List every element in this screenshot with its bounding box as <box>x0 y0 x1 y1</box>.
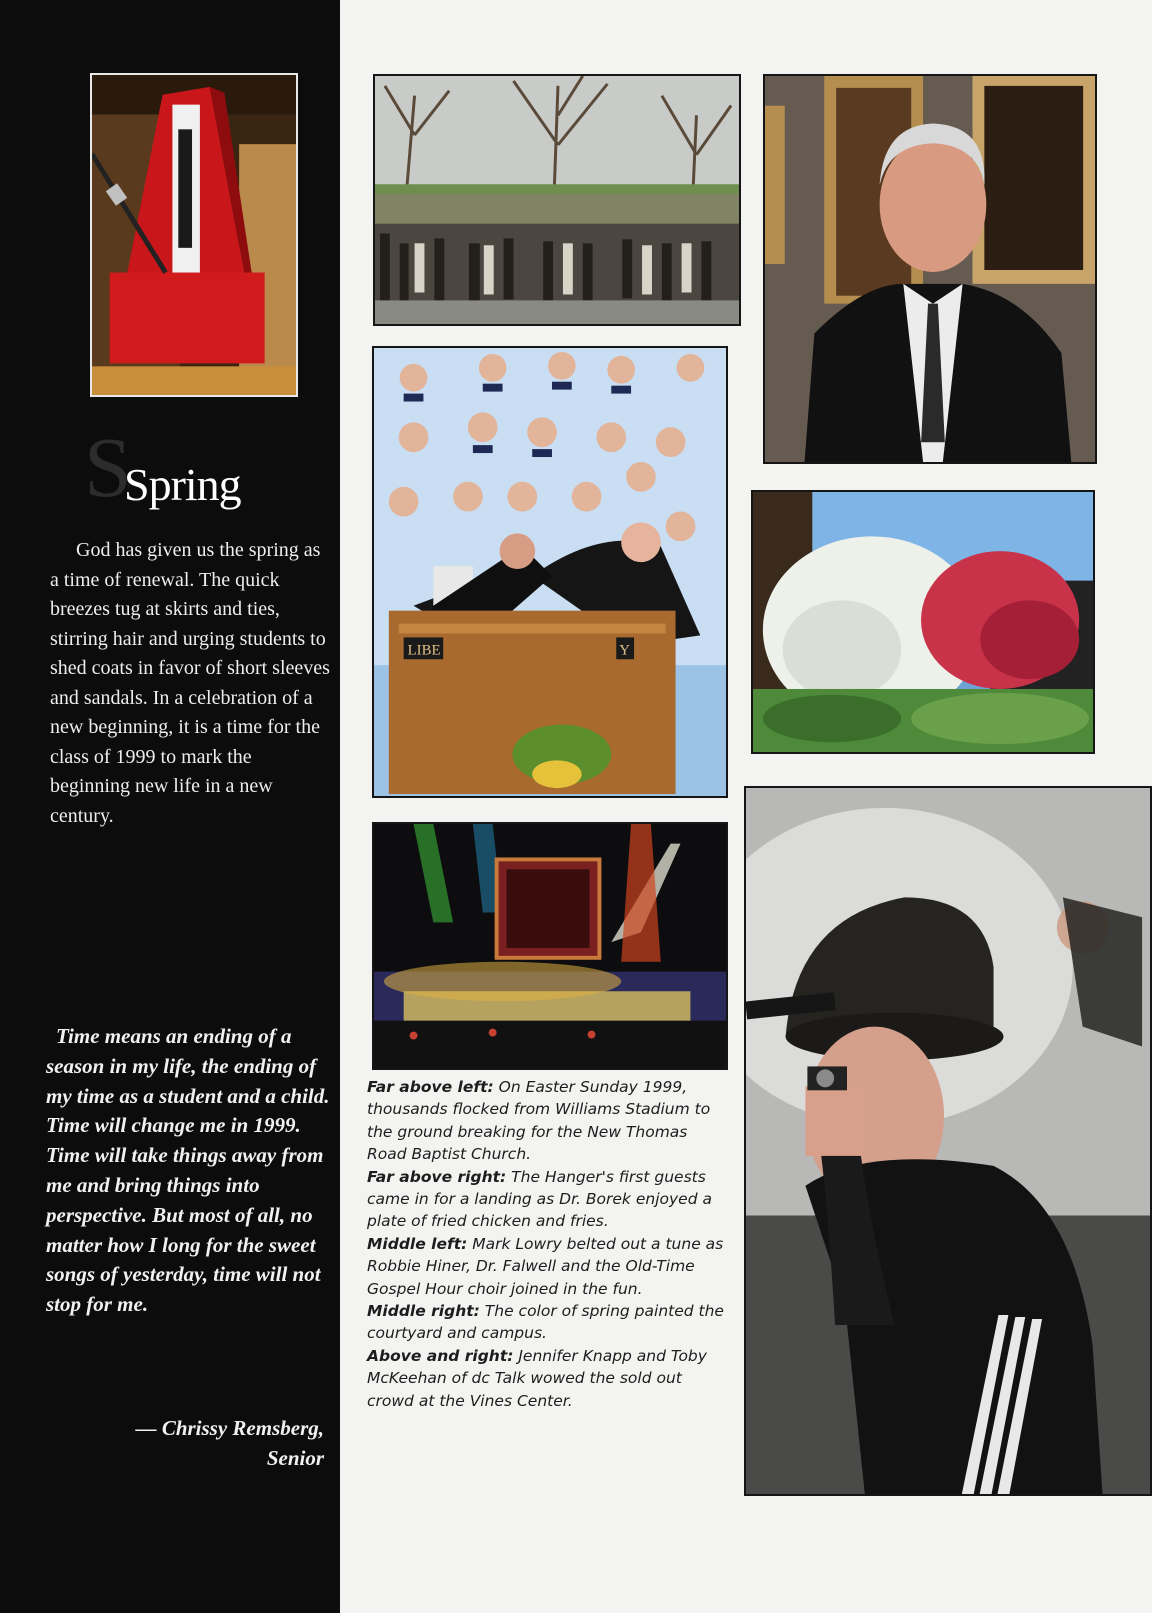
metronome-photo <box>90 73 298 397</box>
crowd-groundbreaking-photo <box>373 74 741 326</box>
quote-author: — Chrissy Remsberg, <box>135 1416 324 1440</box>
quote-text: Time means an ending of a season in my life, the ending of my time as a student and a child. Time will change me in 1999. Time will take things away from me and bring things into perspective. But most of all, no matter how I long for the sweet songs of yesterday, time will not stop for me. <box>46 1024 330 1317</box>
pull-quote <box>46 1022 330 1320</box>
choir-lowry-photo <box>372 346 728 798</box>
caption-middle-right <box>367 1300 727 1345</box>
borek-portrait-photo <box>763 74 1097 464</box>
caption-far-above-right <box>367 1166 727 1233</box>
caption-far-above-left <box>367 1076 727 1166</box>
podium-sign-text: LIBE <box>407 642 441 659</box>
intro-paragraph <box>50 536 332 831</box>
left-panel <box>0 0 340 1613</box>
caption-text: On Easter Sunday 1999, thousands flocked from Williams Stadium to the ground breaking for the New Thomas Road Baptist Church. <box>367 1078 711 1164</box>
spring-trees-photo <box>751 490 1095 754</box>
caption-lead: Above and right: <box>367 1346 514 1365</box>
caption-lead: Middle left: <box>367 1234 468 1253</box>
caption-middle-left <box>367 1233 727 1300</box>
caption-text: The color of spring painted the courtyard and campus. <box>367 1302 724 1343</box>
caption-lead: Far above left: <box>367 1078 494 1096</box>
caption-lead: Far above right: <box>367 1167 507 1186</box>
caption-text: Jennifer Knapp and Toby McKeehan of dc Talk wowed the sold out crowd at the Vines Center. <box>367 1346 707 1410</box>
photo-captions <box>367 1076 727 1412</box>
performer-photo <box>744 786 1152 1496</box>
drop-letter: S <box>84 419 132 515</box>
section-heading <box>84 419 324 515</box>
caption-text: Mark Lowry belted out a tune as Robbie Hiner, Dr. Falwell and the Old-Time Gospel Hour choir joined in the fun. <box>367 1234 724 1298</box>
caption-above-and-right <box>367 1345 727 1412</box>
quote-author-role: Senior <box>266 1445 324 1470</box>
quote-attribution <box>44 1414 324 1474</box>
caption-lead: Middle right: <box>367 1302 480 1321</box>
caption-text: The Hanger's first guests came in for a landing as Dr. Borek enjoyed a plate of fried chicken and fries. <box>367 1167 712 1231</box>
intro-text: God has given us the spring as a time of renewal. The quick breezes tug at skirts and ties, stirring hair and urging students to shed coats in favor of short sleeves and sandals. In a celebration of a new beginning, it is a time for the class of 1999 to mark the beginning new life in a new century. <box>50 539 330 827</box>
page-title: Spring <box>124 459 241 510</box>
podium-sign-text-end: Y <box>619 642 630 659</box>
concert-stage-photo <box>372 822 728 1070</box>
